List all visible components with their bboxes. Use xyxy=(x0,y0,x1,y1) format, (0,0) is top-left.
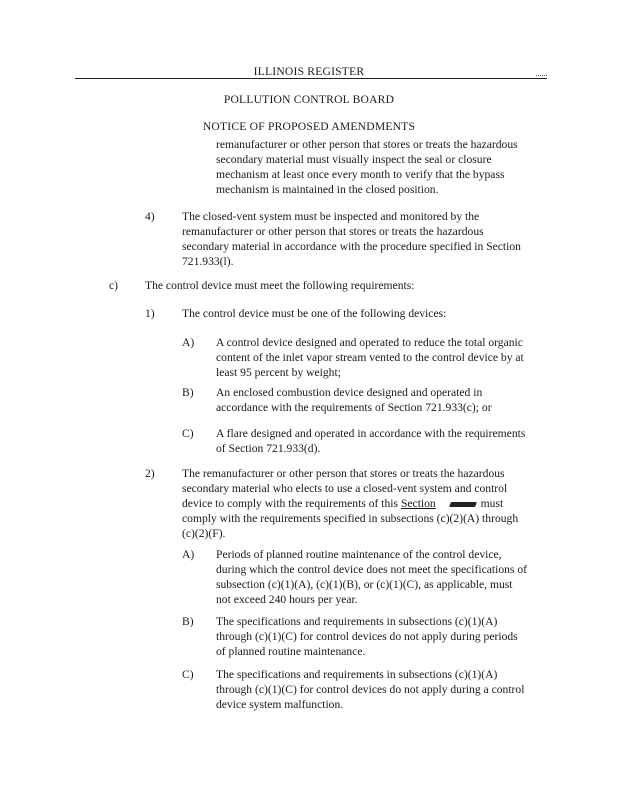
text-line: subsection (c)(1)(A), (c)(1)(B), or (c)(1)(C), as applicable, must xyxy=(216,578,513,591)
text-line: (c)(2)(F). xyxy=(182,527,226,540)
item-c2C-label: C) xyxy=(182,668,194,681)
item-c1C-text xyxy=(216,426,525,456)
text-line: secondary material in accordance with the procedure specified in Section xyxy=(182,240,521,253)
item-4-text xyxy=(182,209,521,269)
text-line: device system malfunction. xyxy=(216,698,344,711)
item-c2B-text xyxy=(216,614,518,659)
item-c2B-label: B) xyxy=(182,615,194,628)
section-c-label: c) xyxy=(109,279,119,292)
text-line: The specifications and requirements in subsections (c)(1)(A) xyxy=(216,615,498,628)
text-fragment: device to comply with the requirements of this xyxy=(182,497,401,510)
header-rule xyxy=(75,78,547,79)
text-line: comply with the requirements specified in subsections (c)(2)(A) through xyxy=(182,512,519,525)
text-line: Periods of planned routine maintenance of the control device, xyxy=(216,548,502,561)
item-c1A-label: A) xyxy=(182,336,195,349)
text-line: through (c)(1)(C) for control devices do not apply during periods xyxy=(216,630,518,643)
text-line: remanufacturer or other person that stores or treats the hazardous xyxy=(182,225,484,238)
text-line: mechanism at least once every month to verify that the bypass xyxy=(216,168,505,181)
section-c-text: The control device must meet the following requirements: xyxy=(145,279,415,292)
text-line: The specifications and requirements in subsections (c)(1)(A) xyxy=(216,668,498,681)
item-c1B-label: B) xyxy=(182,386,194,399)
item-c2A-text xyxy=(216,547,527,607)
continuation-paragraph xyxy=(216,137,518,197)
text-line: during which the control device does not meet the specifications of xyxy=(216,563,528,576)
item-c2-text xyxy=(182,466,518,541)
notice-title: NOTICE OF PROPOSED AMENDMENTS xyxy=(202,120,416,133)
text-line: secondary material who elects to use a closed-vent system and control xyxy=(182,482,508,495)
item-c1-label: 1) xyxy=(145,307,155,320)
header-rule-tick xyxy=(536,75,547,76)
text-line: not exceed 240 hours per year. xyxy=(216,593,358,606)
item-c2-label: 2) xyxy=(145,467,155,480)
text-line: accordance with the requirements of Section 721.933(c); or xyxy=(216,401,492,414)
text-line: 721.933(l). xyxy=(182,255,234,268)
item-c2A-label: A) xyxy=(182,548,195,561)
board-title: POLLUTION CONTROL BOARD xyxy=(223,93,395,106)
text-line: least 95 percent by weight; xyxy=(216,366,341,379)
text-line xyxy=(182,496,518,511)
item-c1A-text xyxy=(216,335,524,380)
item-c1C-label: C) xyxy=(182,427,194,440)
text-line: An enclosed combustion device designed and operated in xyxy=(216,386,483,399)
text-fragment: must xyxy=(480,497,504,510)
text-line: of Section 721.933(d). xyxy=(216,442,321,455)
item-c1-text: The control device must be one of the following devices: xyxy=(182,307,447,320)
text-line: mechanism is maintained in the closed position. xyxy=(216,183,439,196)
text-line: The closed-vent system must be inspected and monitored by the xyxy=(182,210,480,223)
text-line: through (c)(1)(C) for control devices do not apply during a control xyxy=(216,683,525,696)
redaction-mark xyxy=(449,502,477,507)
text-line: content of the inlet vapor stream vented to the control device by at xyxy=(216,351,524,364)
text-line: The remanufacturer or other person that stores or treats the hazardous xyxy=(182,467,505,480)
item-c1B-text xyxy=(216,385,492,415)
text-line: A control device designed and operated to reduce the total organic xyxy=(216,336,523,349)
text-line: of planned routine maintenance. xyxy=(216,645,366,658)
register-title: ILLINOIS REGISTER xyxy=(253,65,365,78)
section-underlined: Section xyxy=(400,497,436,510)
item-4-label: 4) xyxy=(145,210,155,223)
item-c2C-text xyxy=(216,667,524,712)
text-line: secondary material must visually inspect the seal or closure xyxy=(216,153,492,166)
text-line: A flare designed and operated in accordance with the requirements xyxy=(216,427,526,440)
text-line: remanufacturer or other person that stores or treats the hazardous xyxy=(216,138,518,151)
